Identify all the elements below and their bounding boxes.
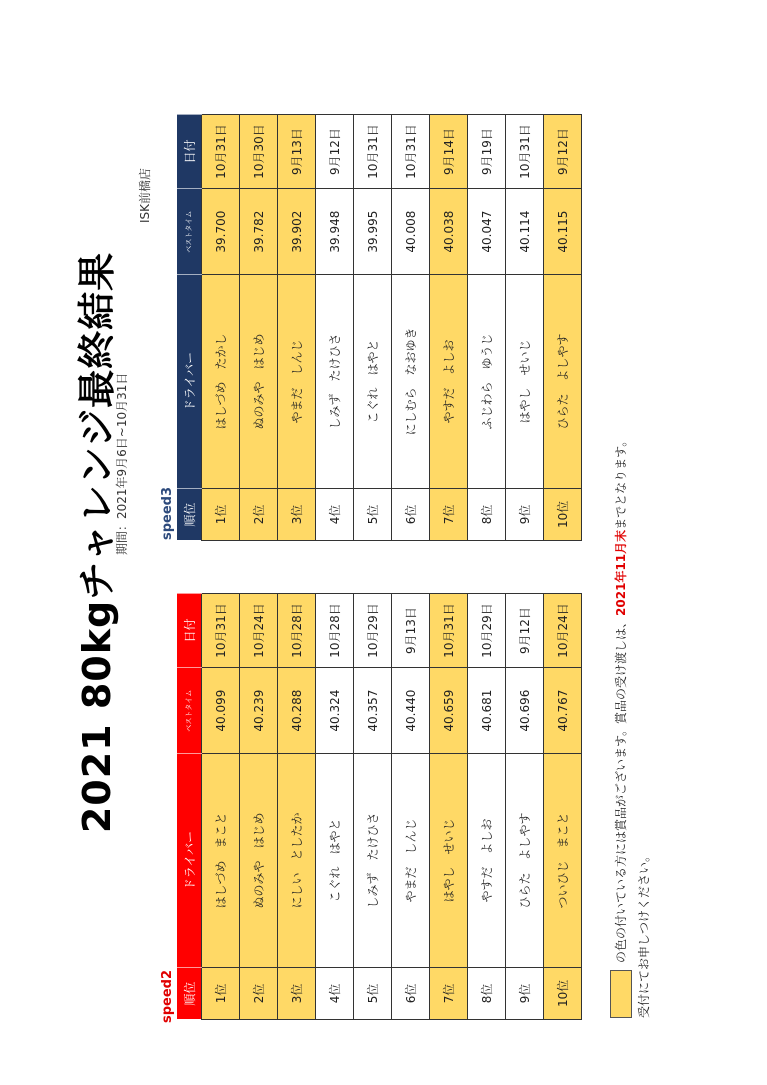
table-row (544, 594, 582, 1020)
driver-cell: ひらた よしやす (506, 754, 544, 968)
driver-cell: はやし せいじ (506, 275, 544, 489)
table-header-row (177, 115, 202, 541)
time-cell: 39.948 (316, 189, 354, 275)
time-cell: 40.659 (430, 668, 468, 754)
date-cell: 10月28日 (316, 594, 354, 668)
table-row (316, 115, 354, 541)
speed2-table-body (202, 594, 582, 1020)
table-row (392, 594, 430, 1020)
date-cell: 10月29日 (468, 594, 506, 668)
driver-cell: しみず たけひさ (316, 275, 354, 489)
driver-cell: ぬのみや はじめ (240, 275, 278, 489)
speed3-table (177, 114, 582, 541)
header-date: 日付 (177, 594, 202, 668)
header-best-time: ベストタイム (177, 668, 202, 754)
date-cell: 9月12日 (506, 594, 544, 668)
time-cell: 40.047 (468, 189, 506, 275)
driver-cell: ふじわら ゆうじ (468, 275, 506, 489)
speed2-table (177, 593, 582, 1020)
date-cell: 10月29日 (354, 594, 392, 668)
date-cell: 9月12日 (316, 115, 354, 189)
table-row (240, 115, 278, 541)
table-row (354, 594, 392, 1020)
time-cell: 40.239 (240, 668, 278, 754)
time-cell: 40.357 (354, 668, 392, 754)
driver-cell: はやし せいじ (430, 754, 468, 968)
table-row (506, 115, 544, 541)
table-row (430, 594, 468, 1020)
driver-cell: やまだ しんじ (392, 754, 430, 968)
date-cell: 10月31日 (506, 115, 544, 189)
rank-cell: 8位 (468, 967, 506, 1019)
driver-cell: やすだ よしお (430, 275, 468, 489)
prize-note (612, 435, 629, 963)
table-row (468, 594, 506, 1020)
date-cell: 10月31日 (202, 115, 240, 189)
highlight-legend-swatch (610, 970, 632, 1018)
driver-cell: こぐれ はやと (316, 754, 354, 968)
table-row (430, 115, 468, 541)
rank-cell: 10位 (544, 488, 582, 540)
speed2-label: speed2 (160, 969, 175, 1023)
period-text: 期間：2021年9月6日~10月31日 (115, 372, 129, 555)
page-title: 2021 80kgチャレンジ最終結果 (75, 251, 119, 834)
driver-cell: はしづめ まこと (202, 754, 240, 968)
table-row (240, 594, 278, 1020)
reception-note: 受付にてお申しつけください。 (637, 849, 651, 1018)
rank-cell: 9位 (506, 488, 544, 540)
prize-note-text: の色の付いている方には賞品がございます。賞品の受け渡しは、 (614, 615, 628, 963)
driver-cell: こぐれ はやと (354, 275, 392, 489)
header-best-time: ベストタイム (177, 189, 202, 275)
rank-cell: 5位 (354, 488, 392, 540)
date-cell: 10月31日 (392, 115, 430, 189)
driver-cell: しみず たけひさ (354, 754, 392, 968)
time-cell: 39.782 (240, 189, 278, 275)
header-rank: 順位 (177, 488, 202, 540)
date-cell: 9月19日 (468, 115, 506, 189)
driver-cell: ぬのみや はじめ (240, 754, 278, 968)
header-driver: ドライバー (177, 754, 202, 968)
time-cell: 39.902 (278, 189, 316, 275)
table-row (278, 594, 316, 1020)
rank-cell: 4位 (316, 488, 354, 540)
date-cell: 9月13日 (278, 115, 316, 189)
table-row (202, 594, 240, 1020)
time-cell: 39.995 (354, 189, 392, 275)
time-cell: 40.038 (430, 189, 468, 275)
rank-cell: 2位 (240, 967, 278, 1019)
header-rank: 順位 (177, 967, 202, 1019)
date-cell: 10月24日 (544, 594, 582, 668)
rank-cell: 7位 (430, 488, 468, 540)
speed3-table-body (202, 115, 582, 541)
time-cell: 40.696 (506, 668, 544, 754)
time-cell: 40.099 (202, 668, 240, 754)
table-row (354, 115, 392, 541)
rank-cell: 1位 (202, 967, 240, 1019)
header-date: 日付 (177, 115, 202, 189)
driver-cell: やすだ よしお (468, 754, 506, 968)
table-row (544, 115, 582, 541)
header-driver: ドライバー (177, 275, 202, 489)
rank-cell: 6位 (392, 488, 430, 540)
date-cell: 9月12日 (544, 115, 582, 189)
driver-cell: にしい としたか (278, 754, 316, 968)
driver-cell: ひらた よしやす (544, 275, 582, 489)
rank-cell: 8位 (468, 488, 506, 540)
rank-cell: 5位 (354, 967, 392, 1019)
date-cell: 10月31日 (202, 594, 240, 668)
prize-note-end: までとなります。 (614, 434, 628, 530)
date-cell: 9月14日 (430, 115, 468, 189)
table-row (316, 594, 354, 1020)
rank-cell: 3位 (278, 967, 316, 1019)
table-row (278, 115, 316, 541)
date-cell: 9月13日 (392, 594, 430, 668)
table-header-row (177, 594, 202, 1020)
table-row (392, 115, 430, 541)
time-cell: 40.440 (392, 668, 430, 754)
table-row (506, 594, 544, 1020)
time-cell: 40.681 (468, 668, 506, 754)
prize-deadline: 2021年11月末 (614, 529, 628, 616)
date-cell: 10月31日 (430, 594, 468, 668)
rank-cell: 1位 (202, 488, 240, 540)
time-cell: 40.288 (278, 668, 316, 754)
date-cell: 10月30日 (240, 115, 278, 189)
time-cell: 40.114 (506, 189, 544, 275)
time-cell: 40.324 (316, 668, 354, 754)
rank-cell: 4位 (316, 967, 354, 1019)
speed3-label: speed3 (160, 486, 175, 540)
time-cell: 40.767 (544, 668, 582, 754)
rank-cell: 3位 (278, 488, 316, 540)
time-cell: 39.700 (202, 189, 240, 275)
driver-cell: はしづめ たかし (202, 275, 240, 489)
driver-cell: やまだ しんじ (278, 275, 316, 489)
rank-cell: 9位 (506, 967, 544, 1019)
rank-cell: 7位 (430, 967, 468, 1019)
date-cell: 10月31日 (354, 115, 392, 189)
table-row (202, 115, 240, 541)
driver-cell: にしむら なおゆき (392, 275, 430, 489)
rank-cell: 10位 (544, 967, 582, 1019)
date-cell: 10月24日 (240, 594, 278, 668)
time-cell: 40.115 (544, 189, 582, 275)
rank-cell: 6位 (392, 967, 430, 1019)
rank-cell: 2位 (240, 488, 278, 540)
date-cell: 10月28日 (278, 594, 316, 668)
time-cell: 40.008 (392, 189, 430, 275)
table-row (468, 115, 506, 541)
driver-cell: ついひじ まこと (544, 754, 582, 968)
store-name: ISK前橋店 (138, 167, 152, 223)
